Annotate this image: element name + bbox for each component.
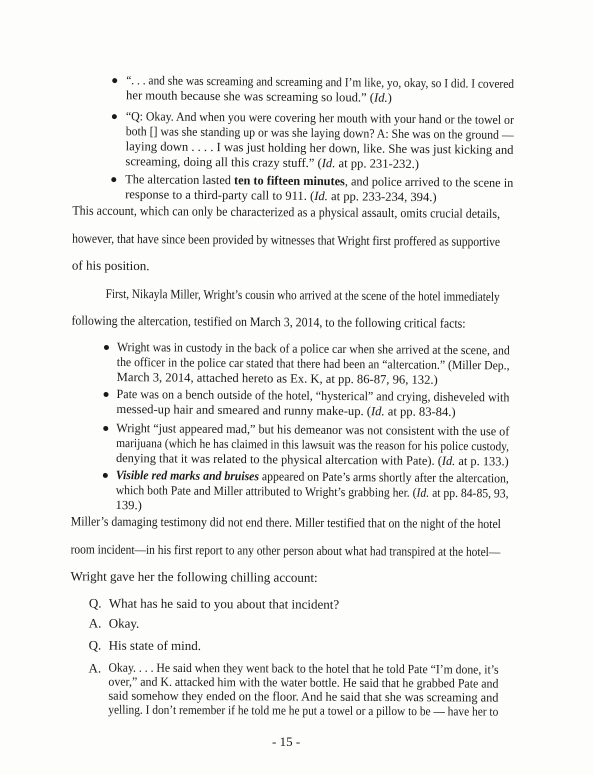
bullet-dot: [112, 114, 117, 119]
text-run: The altercation lasted: [125, 172, 235, 188]
bullet-line: 139.): [115, 498, 142, 513]
bullet-line: laying down . . . . I was just holding her down, like. She was just kicking and: [125, 139, 514, 157]
citation-id: Id.: [416, 485, 430, 500]
qa-text: His state of mind.: [108, 637, 202, 654]
qa-label: Q.: [88, 595, 102, 611]
para-line: This account, which can only be characterized as a physical assault, omits crucial details,: [72, 202, 501, 221]
bullet-dot: [103, 426, 108, 431]
qa-label: A.: [88, 660, 102, 676]
bullet-dot: [103, 473, 108, 478]
bullet-line: “Q: Okay. And when you were covering her mouth with your hand or the towel or: [125, 109, 515, 127]
text-run: , and police arrived to the scene in: [344, 174, 514, 190]
para-line: following the altercation, testified on March 3, 2014, to the following critical facts:: [71, 312, 466, 331]
bullet-line: screaming, doing all this crazy stuff.” (Id. at pp. 231-232.): [125, 154, 420, 172]
citation-id: Id.: [373, 90, 388, 105]
qa-text-line: said somehow they ended on the floor. And he said that she was screaming and: [108, 688, 499, 705]
bullet-line: Wright “just appeared mad,” but his demeanor was not consistent with the use of: [116, 421, 510, 439]
bullet-dot: [104, 345, 109, 350]
bullet-line: messed-up hair and smeared and runny make-up. (Id. at pp. 83-84.): [116, 402, 456, 419]
citation-id: Id.: [321, 156, 336, 171]
bullet-line: marijuana (which he has claimed in this lawsuit was the reason for his police custody,: [116, 436, 510, 454]
para-line: of his position.: [71, 257, 150, 274]
qa-text: What has he said to you about that incident?: [108, 595, 340, 612]
para-line: First, Nikayla Miller, Wright’s cousin who arrived at the scene of the hotel immediately: [105, 285, 500, 304]
qa-text-line: yelling. I don’t remember if he told me he put a towel or a pillow to be — have her to: [108, 702, 499, 719]
para-line: room incident—in his first report to any other person about what had transpired at the hotel—: [70, 541, 501, 560]
para-line: however, that have since been provided by witnesses that Wright first proffered as supportive: [72, 230, 501, 249]
bullet-line: both [] was she standing up or was she laying down? A: She was on the ground —: [125, 124, 514, 142]
bullet-line: March 3, 2014, attached hereto as Ex. K, at pp. 86-87, 96, 132.): [116, 370, 438, 387]
bullet-dot: [104, 392, 109, 397]
bullet-dot: [111, 177, 116, 182]
para-line: Miller’s damaging testimony did not end there. Miller testified that on the night of the hotel: [70, 513, 501, 532]
citation-id: Id.: [441, 453, 456, 468]
bullet-line: denying that it was related to the physical altercation with Pate). (Id. at p. 133.): [115, 451, 509, 469]
bullet-dot: [112, 78, 117, 83]
qa-label: A.: [88, 615, 102, 631]
emphasis-text: Visible red marks and bruises: [115, 468, 260, 484]
page-number: - 15 -: [272, 734, 301, 749]
qa-text-line: Okay. . . . He said when they went back to the hotel that he told Pate “I’m done, it’s: [108, 660, 499, 677]
qa-text-line: over,” and K. attacked him with the water bottle. He said that he grabbed Pate and: [108, 674, 499, 691]
citation-id: Id.: [370, 404, 385, 419]
qa-text: Okay.: [108, 615, 140, 631]
bullet-line: “. . . and she was screaming and screaming and I’m like, yo, okay, so I did. I covered: [126, 73, 515, 91]
bullet-line: Wright was in custody in the back of a police car when she arrived at the scene, and: [116, 340, 510, 358]
emphasis-text: ten to fifteen minutes: [233, 173, 345, 189]
citation-id: Id.: [314, 189, 328, 204]
para-line: Wright gave her the following chilling account:: [70, 568, 318, 585]
qa-label: Q.: [88, 637, 102, 653]
bullet-line: Pate was on a bench outside of the hotel, “hysterical” and crying, disheveled with: [116, 387, 510, 405]
bullet-line: response to a third-party call to 911. (Id. at pp. 233-234, 394.): [125, 187, 437, 205]
bullet-line: her mouth because she was screaming so loud.” (Id.): [126, 88, 392, 105]
text-run: appeared on Pate’s arms shortly after the altercation,: [258, 469, 509, 486]
bullet-line: the officer in the police car stated that there had been an “altercation.” (Miller Dep.,: [116, 355, 510, 373]
bullet-line: which both Pate and Miller attributed to Wright’s grabbing her. (Id. at pp. 84-85, 93,: [115, 483, 509, 501]
